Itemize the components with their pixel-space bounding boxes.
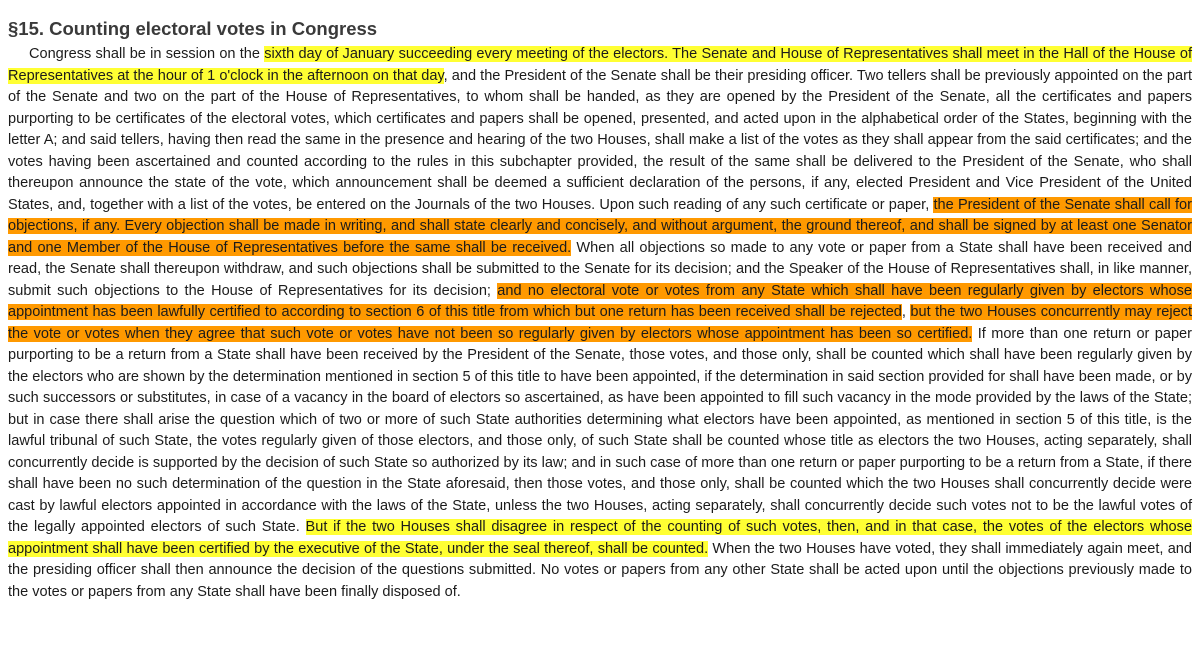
text-segment: When all objections so made to any vote or paper from a State shall have been received and read, the Senate shall thereupon withdraw, and such objections shall be submitted to the Senate for its decision; and the Speaker of the House of Representatives shall, in like manner, submit such objections to the House of Representatives for its decision; [8,239,1192,299]
highlighted-text-orange: but the two Houses concurrently may reject the vote or votes when they agree that such vote or votes have not been so regularly given by electors whose appointment has been so certified. [8,304,1192,342]
section-body [8,44,1192,603]
highlighted-text-yellow: But if the two Houses shall disagree in respect of the counting of such votes, then, and in that case, the votes of the electors whose appointment shall have been certified by the executive of the State, under the seal thereof, shall be counted. [8,519,1192,557]
text-segment: , and the President of the Senate shall be their presiding officer. Two tellers shall be previously appointed on the part of the Senate and two on the part of the House of Representatives, to whom shall be handed, as they are opened by the President of the Senate, all the certificates and papers purporting to be certificates of the electoral votes, which certificates and papers shall be opened, presented, and acted upon in the alphabetical order of the States, beginning with the letter A; and said tellers, having then read the same in the presence and hearing of the two Houses, shall make a list of the votes as they shall appear from the said certificates; and the votes having been ascertained and counted according to the rules in this subchapter provided, the result of the same shall be delivered to the President of the Senate, who shall thereupon announce the state of the vote, which announcement shall be deemed a sufficient declaration of the persons, if any, elected President and Vice President of the United States, and, together with a list of the votes, be entered on the Journals of the two Houses. Upon such reading of any such certificate or paper, [8,67,1193,213]
text-segment: , [901,304,911,320]
highlighted-text-yellow: sixth day of January succeeding every meeting of the electors. The Senate and House of Representatives shall meet in the Hall of the House of Representatives at the hour of 1 o'clock in the afternoon on that day [8,46,1192,84]
text-segment: When the two Houses have voted, they shall immediately again meet, and the presiding officer shall then announce the decision of the questions submitted. No votes or papers from any other State shall be acted upon until the objections previously made to the votes or papers from any State shall have been finally disposed of. [8,540,1192,600]
highlighted-text-orange: and no electoral vote or votes from any State which shall have been regularly given by electors whose appointment has been lawfully certified to according to section 6 of this title from which but one return has been received shall be rejected [8,282,1192,320]
text-segment: Congress shall be in session on the [29,46,265,62]
section-title: §15. Counting electoral votes in Congress [8,18,378,39]
text-segment: If more than one return or paper purporting to be a return from a State shall have been received by the President of the Senate, those votes, and those only, shall be counted which shall have been regularly given by the electors who are shown by the determination mentioned in section 5 of this title to have been appointed, if the determination in said section provided for shall have been made, or by such successors or substitutes, in case of a vacancy in the board of electors so ascertained, as have been appointed to fill such vacancy in the mode provided by the laws of the State; but in case there shall arise the question which of two or more of such State authorities determining what electors have been appointed, as mentioned in section 5 of this title, is the lawful tribunal of such State, the votes regularly given of those electors, and those only, of such State shall be counted whose title as electors the two Houses, acting separately, shall concurrently decide is supported by the decision of such State so authorized by its law; and in such case of more than one return or paper purporting to be a return from a State, if there shall have been no such determination of the question in the State aforesaid, then those votes, and those only, shall be counted which the two Houses shall concurrently decide were cast by lawful electors appointed in accordance with the laws of the State, unless the two Houses, acting separately, shall concurrently decide such votes not to be the lawful votes of the legally appointed electors of such State. [8,325,1192,535]
highlighted-text-orange: the President of the Senate shall call for objections, if any. Every objection shall be made in writing, and shall state clearly and concisely, and without argument, the ground thereof, and shall be signed by at least one Senator and one Member of the House of Representatives before the same shall be received. [8,196,1192,256]
